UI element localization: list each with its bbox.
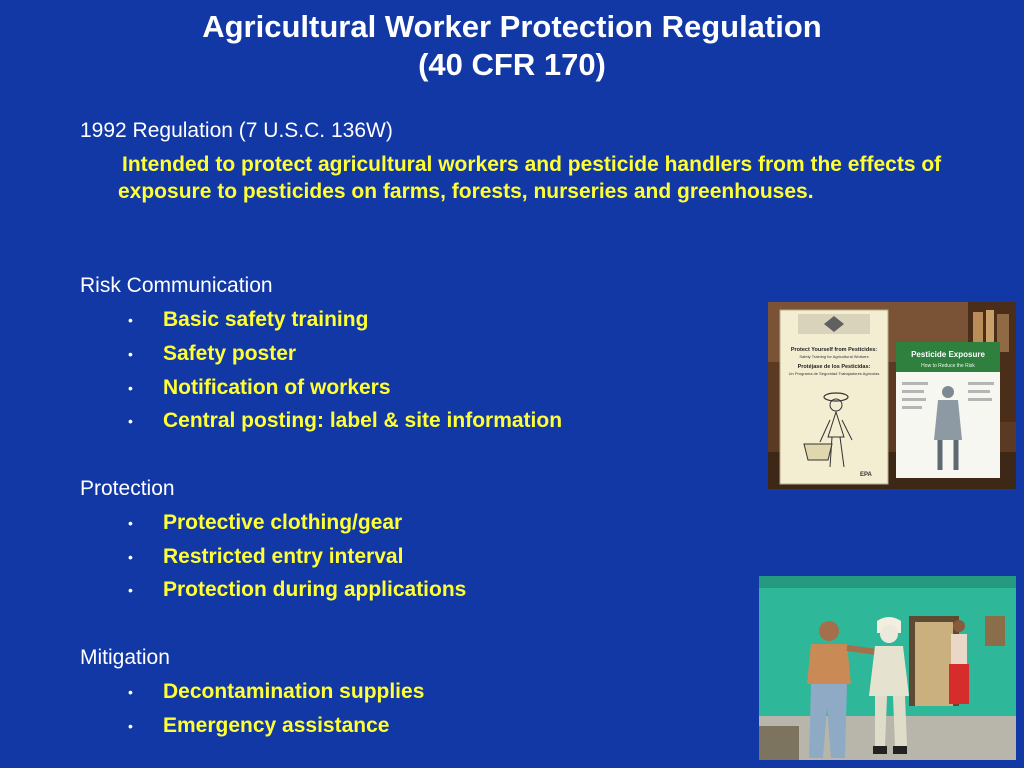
intro-text: Intended to protect agricultural workers and pesticide handlers from the effects of exposure to pesticides on farms, forests, nurseries and greenhouses. (118, 153, 942, 203)
poster-subtitle: How to Reduce the Risk (921, 363, 975, 369)
bullet-text: Decontamination supplies (163, 680, 425, 703)
flipchart-title: Protect Yourself from Pesticides: (790, 347, 878, 353)
bullet-icon: • (128, 346, 133, 362)
slide-title-line1: Agricultural Worker Protection Regulation (202, 9, 822, 44)
bullet-icon: • (128, 549, 133, 565)
bullet-text: Protective clothing/gear (163, 511, 403, 534)
bullet-text: Basic safety training (163, 308, 369, 331)
bullet-text: Central posting: label & site information (163, 409, 563, 432)
bullet-icon: • (128, 718, 133, 734)
bullet-text: Emergency assistance (163, 714, 390, 737)
bullet-icon: • (128, 312, 133, 328)
bullet-text: Restricted entry interval (163, 545, 404, 568)
protective-gear-demonstration-illustration (759, 576, 1016, 760)
poster-title: Pesticide Exposure (911, 350, 985, 359)
section-heading-risk-communication: Risk Communication (80, 274, 273, 297)
bullet-icon: • (128, 380, 133, 396)
flipchart-subtitle-es: Un Programa de Seguridad Trabajadores Agrícolas (788, 371, 880, 376)
bullet-text: Protection during applications (163, 578, 467, 601)
bullet-icon: • (128, 515, 133, 531)
flipchart-subtitle: Safety Training for Agricultural Workers (799, 354, 869, 359)
bullet-text: Notification of workers (163, 376, 391, 399)
epa-logo: EPA (860, 472, 872, 478)
bullet-icon: • (128, 684, 133, 700)
photo-protective-gear-demonstration (759, 576, 1016, 760)
intro-heading: 1992 Regulation (7 U.S.C. 136W) (80, 119, 393, 142)
slide-title-line2: (40 CFR 170) (418, 47, 606, 82)
section-heading-protection: Protection (80, 477, 175, 500)
training-materials-illustration (768, 302, 1016, 489)
bullet-icon: • (128, 582, 133, 598)
slide-title (0, 8, 1024, 84)
photo-training-materials (768, 302, 1016, 489)
flipchart-title-es: Protéjase de los Pesticidas: (797, 364, 871, 370)
section-heading-mitigation: Mitigation (80, 646, 170, 669)
bullet-icon: • (128, 413, 133, 429)
bullet-text: Safety poster (163, 342, 297, 365)
